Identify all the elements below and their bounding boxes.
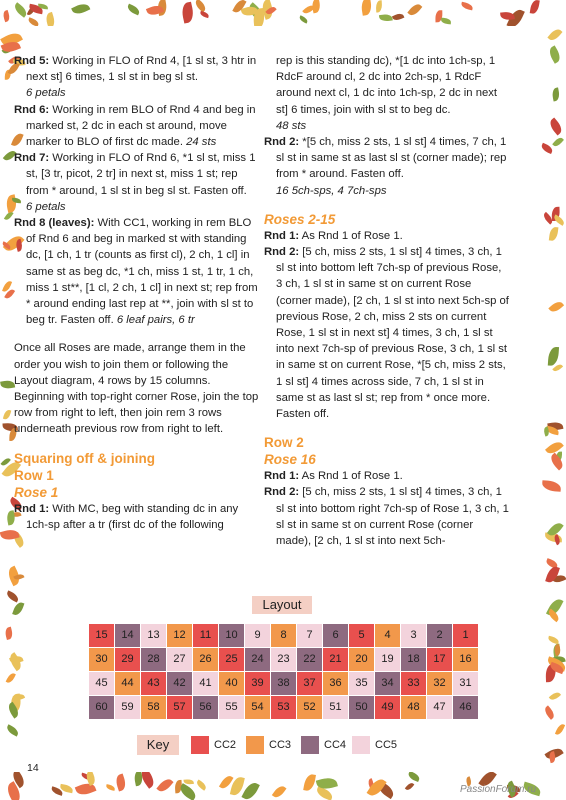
leaf-icon — [530, 0, 540, 15]
layout-cell: 20 — [349, 648, 374, 671]
layout-cell: 7 — [297, 624, 322, 647]
layout-grid — [89, 624, 478, 719]
layout-cell: 22 — [297, 648, 322, 671]
key-swatch-cc2 — [191, 736, 209, 754]
rnd-1-continued: rep is this standing dc), *[1 dc into 1ch-sp, 1 RdcF around cl, 2 dc into 2ch-sp, 1 RdcF around next cl, 1 dc into 1ch-sp, 2 dc in next st] 6 times, join with sl st to beg dc. — [276, 55, 498, 116]
leaf-icon — [361, 0, 373, 16]
rnd-5: Rnd 5: Working in FLO of Rnd 4, [1 sl st, 3 htr in next st] 6 times, 1 sl st in beg sl st. — [14, 55, 257, 84]
watermark: PassionForum.ru — [460, 784, 537, 795]
layout-cell: 57 — [167, 696, 192, 719]
layout-cell: 16 — [453, 648, 478, 671]
key-swatch-cc5 — [352, 736, 370, 754]
layout-cell: 40 — [219, 672, 244, 695]
layout-cell: 38 — [271, 672, 296, 695]
key-text-cc4: CC4 — [324, 739, 347, 751]
layout-cell: 18 — [401, 648, 426, 671]
leaf-icon — [548, 300, 564, 315]
rnd-7: Rnd 7: Working in FLO of Rnd 6, *1 sl st, miss 1 st, [3 tr, picot, 2 tr] in next st, miss 1 st; rep from * around, 1 sl st in beg sl st. Fasten off. — [14, 152, 256, 197]
leaf-icon — [71, 1, 91, 17]
leaf-icon — [4, 409, 12, 420]
leaf-icon — [441, 18, 452, 24]
leaf-icon — [105, 784, 115, 791]
layout-cell: 59 — [115, 696, 140, 719]
layout-cell: 46 — [453, 696, 478, 719]
leaf-icon — [272, 784, 287, 800]
layout-cell: 9 — [245, 624, 270, 647]
roses-rnd-1: Rnd 1: As Rnd 1 of Rose 1. — [264, 229, 403, 242]
left-column — [14, 53, 262, 533]
leaf-icon — [379, 13, 393, 22]
layout-cell: 14 — [115, 624, 140, 647]
key-text-cc5: CC5 — [375, 739, 398, 751]
layout-cell: 29 — [115, 648, 140, 671]
layout-cell: 54 — [245, 696, 270, 719]
key-label: Key — [137, 735, 179, 755]
layout-cell: 1 — [453, 624, 478, 647]
layout-cell: 8 — [271, 624, 296, 647]
leaf-icon — [5, 724, 20, 737]
row-1-heading: Row 1 — [14, 467, 54, 483]
leaf-icon — [304, 773, 316, 792]
leaf-icon — [184, 778, 194, 784]
layout-cell: 56 — [193, 696, 218, 719]
rose-1-rnd-2: Rnd 2: *[5 ch, miss 2 sts, 1 sl st] 4 times, 7 ch, 1 sl st in same st as last sl st (corner made); rep from * around. Fasten off. — [264, 136, 507, 181]
squaring-heading: Squaring off & joining — [14, 450, 155, 466]
layout-cell: 55 — [219, 696, 244, 719]
right-leaf-border — [540, 26, 566, 772]
leaf-icon — [548, 346, 560, 365]
leaf-icon — [551, 87, 561, 102]
rnd-5-note: 6 petals — [26, 87, 66, 100]
leaf-icon — [375, 0, 382, 12]
leaf-icon — [298, 16, 309, 25]
layout-cell: 6 — [323, 624, 348, 647]
layout-cell: 12 — [167, 624, 192, 647]
layout-cell: 32 — [427, 672, 452, 695]
layout-cell: 15 — [89, 624, 114, 647]
layout-cell: 53 — [271, 696, 296, 719]
rnd-8: Rnd 8 (leaves): With CC1, working in rem BLO of Rnd 6 and beg in marked st with standing dc, [1 ch, 1 tr (counts as first cl), 2 ch, 1 cl] in same st as beg dc, *1 ch, miss 1 st, 1 tr, 1 ch, miss 1 st**, [1 cl, 2 ch, 1 cl] in next st; rep from * around ending last rep at **, join with sl st to beg tr. Fasten off. 6 leaf pairs, 6 tr — [14, 217, 258, 327]
leaf-icon — [156, 777, 173, 795]
layout-cell: 3 — [401, 624, 426, 647]
leaf-icon — [553, 136, 564, 148]
layout-cell: 19 — [375, 648, 400, 671]
leaf-icon — [547, 45, 562, 63]
roses-rnd-2: Rnd 2: [5 ch, miss 2 sts, 1 sl st] 4 times, 3 ch, 1 sl st into bottom left 7ch-sp of previous Rose, 3 ch, 1 sl st in same st on current Rose (corner made), [2 ch, 1 sl st into next 5ch-sp of previous Rose, 2 ch, miss 2 sts on current Rose, 1 sl st in next st] 4 times, 3 ch, 1 sl st into next 7ch-sp of previous Rose, 3 ch, 1 sl st in same st on current Rose, *[5 ch, miss 2 sts, 1 sl st] 4 times across side, 7 ch, 1 sl st in same st as last sl st; rep from * once more. Fasten off. — [264, 246, 509, 421]
layout-cell: 23 — [271, 648, 296, 671]
leaf-icon — [555, 722, 566, 735]
rnd-2-note: 16 5ch-sps, 4 7ch-sps — [276, 184, 387, 197]
rose-1-rnd-1: Rnd 1: With MC, beg with standing dc in any 1ch-sp after a tr (first dc of the following — [14, 502, 239, 531]
leaf-icon — [126, 3, 141, 15]
layout-cell: 17 — [427, 648, 452, 671]
leaf-icon — [180, 1, 195, 22]
key-swatch-cc4 — [301, 736, 319, 754]
leaf-icon — [45, 12, 57, 26]
layout-cell: 27 — [167, 648, 192, 671]
layout-cell: 31 — [453, 672, 478, 695]
layout-cell: 51 — [323, 696, 348, 719]
leaf-icon — [241, 780, 259, 800]
leaf-icon — [195, 779, 207, 790]
layout-cell: 50 — [349, 696, 374, 719]
leaf-icon — [200, 11, 210, 18]
page-number: 14 — [27, 762, 39, 774]
layout-cell: 58 — [141, 696, 166, 719]
leaf-icon — [27, 17, 39, 26]
layout-cell: 36 — [323, 672, 348, 695]
leaf-icon — [392, 12, 404, 22]
leaf-icon — [178, 783, 198, 800]
leaf-icon — [1, 9, 10, 21]
leaf-icon — [554, 644, 562, 656]
rnd-1-note: 48 sts — [276, 119, 307, 132]
layout-cell: 13 — [141, 624, 166, 647]
leaf-icon — [0, 380, 15, 390]
key-text-cc2: CC2 — [214, 739, 237, 751]
layout-cell: 11 — [193, 624, 218, 647]
layout-cell: 60 — [89, 696, 114, 719]
row-2-heading: Row 2 — [264, 435, 304, 451]
layout-cell: 37 — [297, 672, 322, 695]
layout-cell: 34 — [375, 672, 400, 695]
leaf-icon — [548, 117, 565, 135]
rose-16-heading: Rose 16 — [264, 452, 316, 468]
leaf-icon — [543, 705, 557, 719]
layout-cell: 44 — [115, 672, 140, 695]
layout-cell: 35 — [349, 672, 374, 695]
roses-2-15-heading: Roses 2-15 — [264, 211, 336, 227]
layout-cell: 30 — [89, 648, 114, 671]
leaf-icon — [5, 672, 15, 685]
layout-cell: 41 — [193, 672, 218, 695]
rnd-7-note: 6 petals — [26, 200, 66, 213]
top-leaf-border — [0, 0, 566, 26]
key-text-cc3: CC3 — [269, 739, 292, 751]
layout-cell: 5 — [349, 624, 374, 647]
rose-16-rnd-1: Rnd 1: As Rnd 1 of Rose 1. — [264, 470, 403, 483]
leaf-icon — [546, 608, 561, 622]
leaf-icon — [405, 782, 415, 792]
layout-cell: 39 — [245, 672, 270, 695]
rnd-6: Rnd 6: Working in rem BLO of Rnd 4 and beg in marked st, 2 dc in each st around, move marker to BLO of first dc made. 24 sts — [14, 103, 256, 149]
layout-cell: 21 — [323, 648, 348, 671]
rose-1-heading: Rose 1 — [14, 484, 59, 500]
layout-cell: 10 — [219, 624, 244, 647]
arrange-paragraph: Once all Roses are made, arrange them in the order you wish to join them or following the Layout diagram, 4 rows by 15 columns. Beginning with top-right corner Rose, join the top row from right to left, then join rem 3 rows underneath previous row from right to left. — [14, 342, 259, 436]
leaf-icon — [4, 627, 13, 640]
leaf-icon — [552, 214, 565, 226]
right-column — [264, 53, 509, 549]
leaf-icon — [12, 601, 24, 617]
layout-cell: 2 — [427, 624, 452, 647]
leaf-icon — [541, 480, 561, 492]
layout-cell: 43 — [141, 672, 166, 695]
layout-cell: 26 — [193, 648, 218, 671]
leaf-icon — [407, 772, 421, 782]
layout-cell: 28 — [141, 648, 166, 671]
rose-16-rnd-2: Rnd 2: [5 ch, miss 2 sts, 1 sl st] 4 times, 3 ch, 1 sl st into bottom right 7ch-sp of Rose 1, 3 ch, 1 sl st in same st on current Rose (corner made), [2 ch, 1 sl st into next 5ch- — [264, 486, 509, 548]
layout-cell: 49 — [375, 696, 400, 719]
layout-cell: 33 — [401, 672, 426, 695]
leaf-icon — [548, 690, 561, 702]
leaf-icon — [547, 27, 562, 43]
layout-cell: 47 — [427, 696, 452, 719]
leaf-icon — [550, 226, 559, 241]
leaf-icon — [114, 773, 127, 791]
leaf-icon — [6, 590, 21, 603]
layout-cell: 48 — [401, 696, 426, 719]
layout-cell: 24 — [245, 648, 270, 671]
leaf-icon — [407, 2, 422, 18]
layout-label: Layout — [252, 596, 312, 614]
leaf-icon — [12, 2, 29, 18]
layout-cell: 4 — [375, 624, 400, 647]
key-swatch-cc3 — [246, 736, 264, 754]
layout-cell: 25 — [219, 648, 244, 671]
leaf-icon — [460, 2, 473, 11]
layout-cell: 52 — [297, 696, 322, 719]
leaf-icon — [547, 636, 559, 645]
layout-cell: 42 — [167, 672, 192, 695]
leaf-icon — [548, 452, 565, 469]
layout-cell: 45 — [89, 672, 114, 695]
